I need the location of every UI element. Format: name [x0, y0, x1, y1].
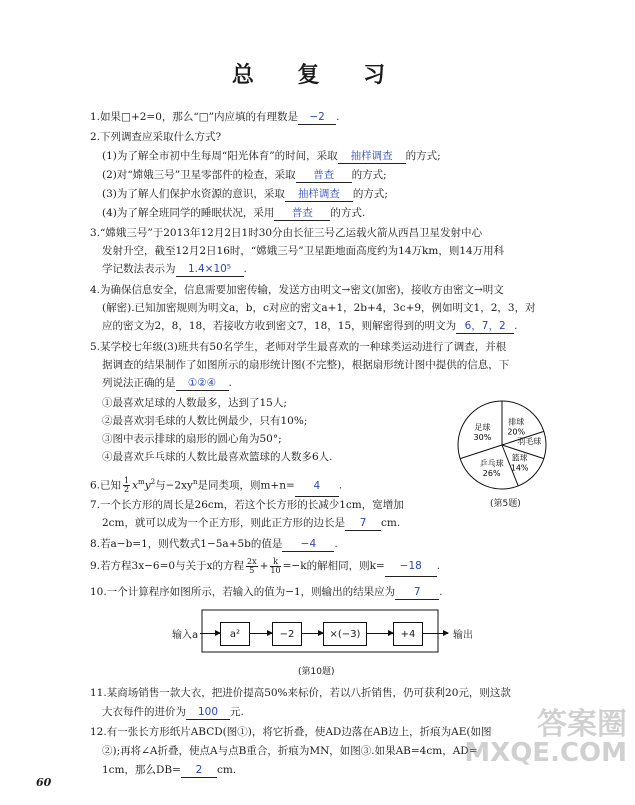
q12-answer: 2 — [181, 763, 217, 778]
q7-line-1: 7.一个长方形的周长是26cm，若这个长方形的长减少1cm，宽增加 — [90, 499, 404, 511]
q4-line-3 — [102, 319, 517, 334]
q4-line-1: 4.为确保信息安全，信息需要加密传输，发送方由明文→密文(加密)，接收方由密文→明文 — [90, 284, 504, 296]
q3-line-1: 3.“嫦娥三号”于2013年12月2日1时30分由长征三号乙运载火箭从西昌卫星发射中心 — [90, 227, 483, 239]
q2-item-1-post: 的方式; — [405, 150, 441, 162]
q2-item-4-pre: (4)为了解全班同学的睡眠状况，采用 — [102, 207, 275, 219]
q7-tail: cm. — [381, 517, 401, 529]
q6-mid2: 与−2xy — [155, 479, 193, 492]
flow-output-label: 输出 — [453, 630, 473, 641]
q3-line-3-text: 学记数法表示为 — [102, 263, 176, 275]
pie-label-4: 篮球 — [511, 453, 528, 463]
q3-answer: 1.4×10⁵ — [176, 262, 244, 277]
q6-answer: 4 — [295, 476, 339, 497]
q5-option-2: ②最喜欢羽毛球的人数比例最少，只有10%; — [102, 415, 308, 427]
q4-line-3-text: 应的密文为2，8，18，若接收方收到密文7，18，15，则解密得到的明文为 — [102, 320, 457, 332]
q2-item-1-answer: 抽样调查 — [338, 149, 406, 164]
pie-chart — [452, 398, 562, 493]
q12-line-2: ②);再将∠A折叠，使点A与点B重合，折痕为MN，如图③.如果AB=4cm，AD= — [102, 745, 478, 757]
q1-text: 1.如果□+2=0，那么“□”内应填的有理数是 — [90, 111, 299, 123]
q10-answer: 7 — [395, 585, 439, 600]
q12-line-3 — [102, 763, 236, 778]
q2-item-1 — [102, 149, 441, 164]
q2-item-4-answer: 普查 — [274, 206, 330, 221]
q5-option-3: ③图中表示排球的扇形的圆心角为50°; — [102, 433, 282, 445]
flow-step-plus4: +4 — [393, 622, 423, 646]
watermark-logo — [464, 707, 627, 768]
pie-value-1: 30% — [473, 432, 492, 442]
q2-stem: 2.下列调查应采取什么方式? — [90, 131, 222, 143]
q8-answer: −4 — [282, 537, 334, 552]
q12-line-3-text: 1cm，那么DB= — [102, 764, 181, 776]
pie-value-4: 14% — [510, 463, 529, 473]
flow-input-label: 输入a — [172, 630, 199, 641]
q5-option-4: ④最喜欢乒乓球的人数比最喜欢篮球的人数多6人. — [102, 451, 333, 463]
q12-line-1: 12.有一张长方形纸片ABCD(图①)，将它折叠，使AD边落在AB边上，折痕为AE(如图 — [90, 726, 492, 738]
q6-tail: . — [338, 479, 343, 492]
q2-item-1-pre: (1)为了解全市初中生每周“阳光体育”的时间，采取 — [102, 150, 338, 162]
q2-item-3-answer: 抽样调查 — [285, 187, 353, 202]
question-1 — [90, 110, 339, 125]
q11-line-2-text: 大衣每件的进价为 — [102, 706, 186, 718]
question-9 — [90, 556, 440, 577]
q11-line-2 — [102, 705, 244, 720]
q6-pre: 6.已知 — [90, 479, 122, 492]
q6-sup2: 2 — [150, 478, 156, 486]
q9-post: =−k的解相同，则k= — [282, 560, 385, 572]
q6-m-sup: m — [138, 478, 145, 486]
q4-line-2: (解密).已知加密规则为明文a，b，c对应的密文a+1，2b+4，3c+9，例如明文1，2，3，对 — [102, 302, 536, 314]
page-number: 60 — [36, 776, 52, 789]
q5-line-1: 5.某学校七年级(3)班共有50名学生，老师对学生最喜欢的一种球类运动进行了调查，并根 — [90, 341, 507, 353]
q6-fraction — [123, 477, 130, 494]
q4-tail: . — [514, 320, 518, 332]
q9-plus: + — [259, 560, 269, 572]
q2-item-4-post: 的方式. — [330, 207, 366, 219]
page-title: 总 复 习 — [231, 63, 404, 88]
pie-label-3: 羽毛球 — [517, 437, 542, 446]
q12-tail: cm. — [216, 764, 237, 776]
q9-f2-num: k — [270, 558, 280, 567]
q10-text: 10.一个计算程序如图所示，若输入的值为−1，则输出的结果应为 — [90, 586, 396, 598]
q6-frac-num: 1 — [124, 476, 130, 485]
q2-item-2-answer: 普查 — [296, 168, 352, 183]
watermark-line-1: 答案圈 — [537, 707, 627, 742]
question-6 — [90, 472, 342, 497]
q11-tail: 元. — [230, 706, 244, 718]
q6-frac-den: 2 — [124, 485, 130, 494]
q6-post: 是同类项，则m+n= — [197, 479, 295, 492]
q7-line-2 — [102, 516, 400, 531]
q3-tail: . — [243, 263, 247, 275]
flow-step-square: a² — [220, 622, 250, 646]
q9-f1-den: 5 — [249, 565, 255, 575]
question-8 — [90, 537, 338, 552]
q2-item-3 — [102, 187, 388, 202]
q2-item-4 — [102, 206, 365, 221]
pie-value-2: 20% — [507, 427, 526, 437]
q2-item-3-post: 的方式; — [352, 188, 388, 200]
watermark-line-2: MXQE.COM — [464, 738, 627, 768]
q5-answer: ①②④ — [176, 376, 229, 391]
pie-label-2: 排球 — [508, 417, 525, 427]
pie-value-5: 26% — [482, 468, 501, 478]
q9-f2-den: 10 — [270, 565, 281, 575]
question-10 — [90, 585, 443, 600]
q8-tail: . — [334, 538, 338, 550]
q5-line-3-text: 列说法正确的是 — [102, 377, 176, 389]
flow-loop — [200, 606, 440, 656]
pie-label-1: 足球 — [474, 422, 491, 432]
q8-text: 8.若a−b=1，则代数式1−5a+5b的值是 — [90, 538, 283, 550]
q2-item-2-post: 的方式; — [351, 169, 387, 181]
q3-line-2: 发射升空，截至12月2日16时，“嫦娥三号”卫星距地面高度约为14万km，则14万用科 — [102, 245, 505, 257]
flow-step-times-neg3: ×(−3) — [323, 622, 367, 646]
q9-tail: . — [436, 560, 441, 572]
q10-tail: . — [439, 586, 443, 598]
q5-caption: (第5题) — [490, 499, 521, 509]
q7-answer: 7 — [345, 516, 381, 531]
q5-option-1: ①最喜欢足球的人数最多，达到了15人; — [102, 397, 287, 409]
flow-step-minus2: −2 — [272, 622, 302, 646]
q6-n-sup: n — [192, 478, 198, 486]
q4-answer: 6，7，2 — [456, 319, 514, 334]
q3-line-3 — [102, 262, 247, 277]
q10-caption: (第10题) — [298, 667, 335, 677]
q11-answer: 100 — [186, 705, 230, 720]
q2-item-2-pre: (2)对“嫦娥三号”卫星零部件的检查，采取 — [102, 169, 296, 181]
pie-label-5: 乒乓球 — [479, 458, 504, 468]
q1-answer: −2 — [298, 110, 336, 125]
q9-pre: 9.若方程3x−6=0与关于x的方程 — [90, 560, 244, 572]
q2-item-3-pre: (3)为了解人们保护水资源的意识，采取 — [102, 188, 285, 200]
q6-y: y — [144, 479, 151, 492]
q11-line-1: 11.某商场销售一款大衣，把进价提高50%来标价，若以八折销售，仍可获利20元，则这款 — [90, 687, 511, 699]
q9-fraction-1 — [246, 558, 258, 575]
q5-tail: . — [228, 377, 232, 389]
q6-x: x — [132, 479, 139, 492]
q5-line-2: 据调查的结果制作了如图所示的扇形统计图(不完整)，根据扇形统计图中提供的信息，下 — [102, 359, 510, 371]
q2-item-2 — [102, 168, 387, 183]
q9-f1-num: 2x — [247, 556, 257, 566]
q7-line-2-text: 2cm，就可以成为一个正方形，则此正方形的边长是 — [102, 517, 346, 529]
q9-answer: −18 — [385, 556, 437, 577]
q9-fraction-2 — [270, 558, 280, 575]
q1-tail: . — [336, 111, 340, 123]
q5-line-3 — [102, 376, 232, 391]
